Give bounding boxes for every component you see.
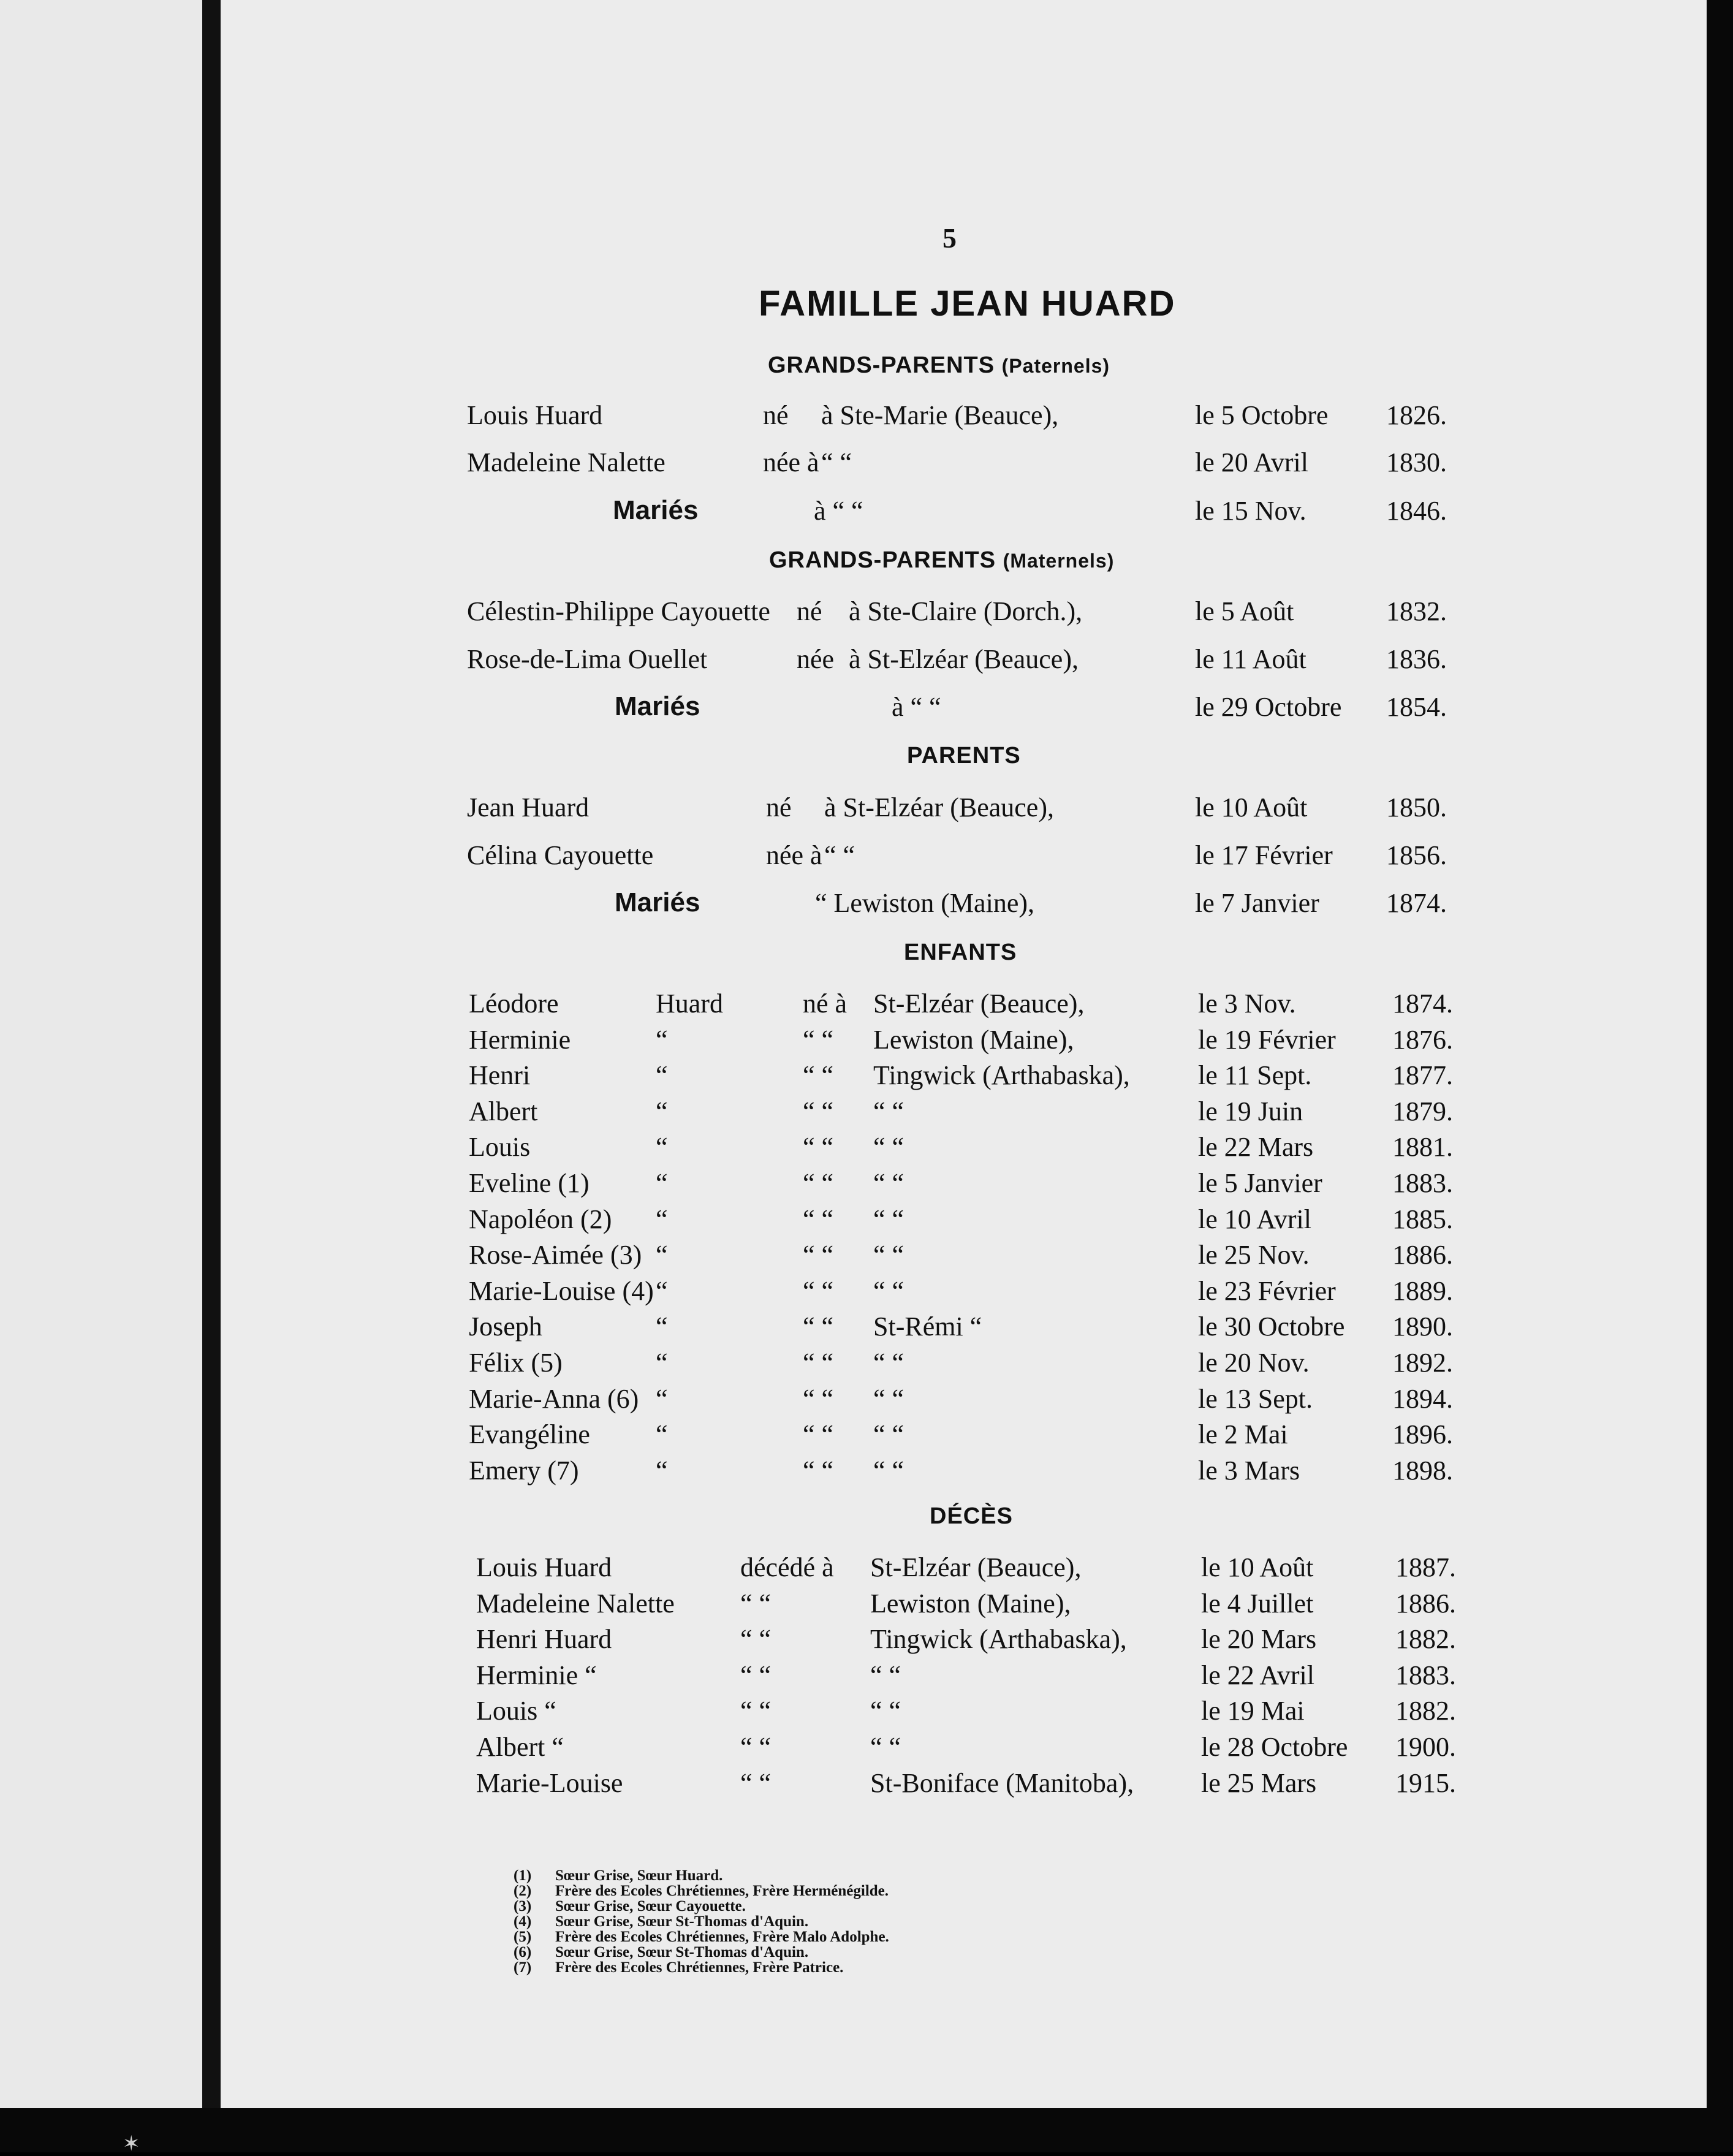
event-date: le 17 Février: [1195, 840, 1333, 870]
birth-year: 1892.: [1392, 1348, 1453, 1378]
birth-date: le 13 Sept.: [1198, 1383, 1313, 1414]
birth-date: le 22 Mars: [1198, 1132, 1314, 1163]
person-name: Célestin-Philippe Cayouette: [467, 596, 770, 626]
birth-year: 1890.: [1392, 1311, 1453, 1342]
birth-place: “ “: [873, 1096, 904, 1126]
child-name: Albert: [469, 1096, 538, 1126]
death-date: le 20 Mars: [1201, 1624, 1317, 1655]
person-name: Madeleine Nalette: [467, 447, 666, 477]
footnote-text: Sœur Grise, Sœur St-Thomas d'Aquin.: [555, 1944, 809, 1961]
birth-verb: né à: [803, 989, 848, 1019]
child-name: Rose-Aimée (3): [469, 1240, 642, 1270]
footnote-number: (1): [514, 1867, 532, 1884]
birth-verb: “ “: [803, 1383, 834, 1414]
birth-date: le 25 Nov.: [1198, 1240, 1310, 1270]
footnote-text: Frère des Ecoles Chrétiennes, Frère Herménégilde.: [555, 1883, 889, 1899]
birth-verb: née à: [763, 447, 819, 477]
birth-year: 1885.: [1392, 1204, 1453, 1234]
person-name: Louis Huard: [467, 400, 603, 430]
birth-date: le 10 Avril: [1198, 1204, 1311, 1234]
birth-place: à St-Elzéar (Beauce),: [824, 792, 1054, 822]
death-row: [0, 1623, 1733, 1660]
child-row: [0, 1455, 1733, 1492]
footnote-text: Frère des Ecoles Chrétiennes, Frère Patrice.: [555, 1959, 844, 1976]
birth-year: 1874.: [1392, 989, 1453, 1019]
maries-place: à “ “: [814, 496, 863, 526]
child-surname: “: [656, 1455, 668, 1486]
footnote-number: (3): [514, 1898, 532, 1915]
death-place: “ “: [870, 1696, 901, 1726]
genealogy-row: [0, 840, 1733, 876]
event-date: le 20 Avril: [1195, 447, 1308, 477]
heading-deces: DÉCÈS: [930, 1503, 1013, 1529]
heading-enfants: ENFANTS: [904, 939, 1017, 965]
death-year: 1887.: [1395, 1552, 1456, 1582]
death-verb: “ “: [740, 1660, 772, 1690]
birth-place: à Ste-Marie (Beauce),: [821, 400, 1059, 430]
maries-label: Mariés: [613, 495, 699, 525]
death-place: Lewiston (Maine),: [870, 1588, 1071, 1619]
birth-verb: née: [797, 644, 835, 674]
page-number: 5: [942, 222, 957, 254]
birth-verb: née à: [766, 840, 822, 870]
deceased-name: Albert “: [476, 1732, 564, 1762]
child-name: Napoléon (2): [469, 1204, 612, 1234]
maries-maternels: [0, 691, 1733, 728]
footnote: [514, 1945, 889, 1960]
death-date: le 28 Octobre: [1201, 1732, 1348, 1762]
birth-place: “ “: [873, 1383, 904, 1414]
death-date: le 4 Juillet: [1201, 1588, 1314, 1619]
birth-verb: né: [797, 596, 822, 626]
birth-date: le 19 Juin: [1198, 1096, 1303, 1126]
death-year: 1915.: [1395, 1767, 1456, 1798]
death-verb: “ “: [740, 1767, 772, 1798]
child-name: Louis: [469, 1132, 531, 1163]
death-date: le 22 Avril: [1201, 1660, 1314, 1690]
birth-year: 1879.: [1392, 1096, 1453, 1126]
death-date: le 19 Mai: [1201, 1696, 1305, 1726]
death-row: [0, 1767, 1733, 1804]
footnote-number: (4): [514, 1913, 532, 1930]
birth-verb: “ “: [803, 1024, 834, 1055]
footnote-text: Sœur Grise, Sœur Cayouette.: [555, 1898, 746, 1915]
child-surname: “: [656, 1275, 668, 1306]
birth-verb: né: [763, 400, 789, 430]
maries-label: Mariés: [615, 887, 700, 917]
footnote-number: (7): [514, 1959, 532, 1976]
footnote: [514, 1960, 889, 1975]
child-surname: “: [656, 1096, 668, 1126]
heading-maternels-qualifier: (Maternels): [1003, 550, 1115, 572]
child-name: Marie-Anna (6): [469, 1383, 639, 1414]
heading-maternels: [769, 547, 1114, 574]
death-place: St-Boniface (Manitoba),: [870, 1767, 1134, 1798]
birth-place: “ “: [873, 1419, 904, 1450]
child-name: Herminie: [469, 1024, 571, 1055]
maries-paternels: [0, 495, 1733, 532]
birth-year: 1876.: [1392, 1024, 1453, 1055]
maries-date: le 7 Janvier: [1195, 888, 1319, 918]
birth-date: le 20 Nov.: [1198, 1348, 1310, 1378]
maries-year: 1854.: [1386, 692, 1447, 722]
child-row: [0, 1167, 1733, 1204]
maries-parents: [0, 887, 1733, 924]
maries-place: “ Lewiston (Maine),: [815, 888, 1034, 918]
birth-place: “ “: [873, 1275, 904, 1306]
death-date: le 10 Août: [1201, 1552, 1314, 1582]
deceased-name: Henri Huard: [476, 1624, 612, 1655]
deceased-name: Madeleine Nalette: [476, 1588, 675, 1619]
footnote-text: Sœur Grise, Sœur Huard.: [555, 1867, 723, 1884]
child-surname: Huard: [656, 989, 723, 1019]
child-row: [0, 1131, 1733, 1168]
deceased-name: Marie-Louise: [476, 1767, 623, 1798]
child-surname: “: [656, 1348, 668, 1378]
scan-bottom-border: [0, 2108, 1733, 2156]
birth-date: le 3 Mars: [1198, 1455, 1300, 1486]
birth-year: 1886.: [1392, 1240, 1453, 1270]
birth-verb: “ “: [803, 1240, 834, 1270]
child-surname: “: [656, 1168, 668, 1198]
death-place: “ “: [870, 1732, 901, 1762]
child-row: [0, 1024, 1733, 1061]
birth-year: 1889.: [1392, 1275, 1453, 1306]
birth-place: St-Elzéar (Beauce),: [873, 989, 1085, 1019]
birth-verb: né: [766, 792, 792, 822]
event-year: 1832.: [1386, 596, 1447, 626]
person-name: Jean Huard: [467, 792, 590, 822]
child-name: Eveline (1): [469, 1168, 590, 1198]
child-surname: “: [656, 1024, 668, 1055]
child-name: Emery (7): [469, 1455, 579, 1486]
child-surname: “: [656, 1383, 668, 1414]
maries-year: 1846.: [1386, 496, 1447, 526]
child-row: [0, 1383, 1733, 1420]
heading-parents: PARENTS: [907, 743, 1021, 769]
birth-date: le 3 Nov.: [1198, 989, 1296, 1019]
genealogy-row: [0, 596, 1733, 632]
maries-place: à “ “: [892, 692, 941, 722]
death-row: [0, 1695, 1733, 1732]
birth-verb: “ “: [803, 1204, 834, 1234]
genealogy-row: [0, 447, 1733, 484]
birth-date: le 23 Février: [1198, 1275, 1336, 1306]
death-row: [0, 1552, 1733, 1589]
event-year: 1826.: [1386, 400, 1447, 430]
footnote-text: Frère des Ecoles Chrétiennes, Frère Malo Adolphe.: [555, 1929, 889, 1945]
child-row: [0, 1060, 1733, 1096]
birth-verb: “ “: [803, 1132, 834, 1163]
death-year: 1882.: [1395, 1696, 1456, 1726]
death-year: 1883.: [1395, 1660, 1456, 1690]
birth-verb: “ “: [803, 1311, 834, 1342]
footnote: [514, 1899, 889, 1914]
footnote: [514, 1883, 889, 1899]
birth-place: Tingwick (Arthabaska),: [873, 1060, 1130, 1091]
deceased-name: Herminie “: [476, 1660, 597, 1690]
child-row: [0, 988, 1733, 1025]
death-place: “ “: [870, 1660, 901, 1690]
birth-place: “ “: [873, 1168, 904, 1198]
heading-maternels-label: GRANDS-PARENTS: [769, 547, 996, 573]
child-surname: “: [656, 1311, 668, 1342]
birth-date: le 5 Janvier: [1198, 1168, 1322, 1198]
birth-place: “ “: [873, 1132, 904, 1163]
death-year: 1900.: [1395, 1732, 1456, 1762]
person-name: Rose-de-Lima Ouellet: [467, 644, 708, 674]
maries-date: le 15 Nov.: [1195, 496, 1306, 526]
birth-verb: “ “: [803, 1060, 834, 1091]
death-verb: “ “: [740, 1696, 772, 1726]
death-row: [0, 1660, 1733, 1696]
genealogy-row: [0, 400, 1733, 436]
birth-place: à Ste-Claire (Dorch.),: [849, 596, 1083, 626]
footnote: [514, 1914, 889, 1929]
genealogy-row: [0, 792, 1733, 829]
heading-paternels: [768, 352, 1110, 379]
birth-verb: “ “: [803, 1419, 834, 1450]
child-row: [0, 1311, 1733, 1348]
death-verb: “ “: [740, 1624, 772, 1655]
footnotes: [514, 1868, 889, 1975]
child-row: [0, 1239, 1733, 1276]
child-row: [0, 1275, 1733, 1312]
event-date: le 5 Octobre: [1195, 400, 1329, 430]
death-row: [0, 1588, 1733, 1625]
death-verb: décédé à: [740, 1552, 834, 1582]
person-name: Célina Cayouette: [467, 840, 654, 870]
death-verb: “ “: [740, 1588, 772, 1619]
footnote-number: (6): [514, 1944, 532, 1961]
death-year: 1886.: [1395, 1588, 1456, 1619]
birth-place: à St-Elzéar (Beauce),: [849, 644, 1079, 674]
child-surname: “: [656, 1132, 668, 1163]
event-date: le 10 Août: [1195, 792, 1308, 822]
child-row: [0, 1096, 1733, 1133]
birth-year: 1896.: [1392, 1419, 1453, 1450]
event-year: 1830.: [1386, 447, 1447, 477]
birth-year: 1877.: [1392, 1060, 1453, 1091]
death-place: Tingwick (Arthabaska),: [870, 1624, 1127, 1655]
birth-place: “ “: [873, 1204, 904, 1234]
birth-verb: “ “: [803, 1096, 834, 1126]
child-row: [0, 1204, 1733, 1240]
birth-year: 1898.: [1392, 1455, 1453, 1486]
birth-place: St-Rémi “: [873, 1311, 982, 1342]
birth-date: le 2 Mai: [1198, 1419, 1288, 1450]
footnote: [514, 1929, 889, 1945]
child-row: [0, 1419, 1733, 1456]
event-year: 1836.: [1386, 644, 1447, 674]
birth-verb: “ “: [803, 1168, 834, 1198]
child-name: Evangéline: [469, 1419, 590, 1450]
birth-date: le 19 Février: [1198, 1024, 1336, 1055]
maries-year: 1874.: [1386, 888, 1447, 918]
event-date: le 11 Août: [1195, 644, 1306, 674]
event-year: 1850.: [1386, 792, 1447, 822]
deceased-name: Louis “: [476, 1696, 556, 1726]
event-date: le 5 Août: [1195, 596, 1294, 626]
child-surname: “: [656, 1240, 668, 1270]
footnote-number: (5): [514, 1929, 532, 1945]
event-year: 1856.: [1386, 840, 1447, 870]
footnote-number: (2): [514, 1883, 532, 1899]
child-surname: “: [656, 1204, 668, 1234]
birth-verb: “ “: [803, 1348, 834, 1378]
child-name: Léodore: [469, 989, 559, 1019]
birth-year: 1883.: [1392, 1168, 1453, 1198]
birth-place: “ “: [873, 1240, 904, 1270]
genealogy-row: [0, 643, 1733, 680]
maries-label: Mariés: [615, 691, 700, 721]
birth-place: Lewiston (Maine),: [873, 1024, 1074, 1055]
footnote: [514, 1868, 889, 1883]
child-row: [0, 1347, 1733, 1384]
child-name: Marie-Louise (4): [469, 1275, 654, 1306]
birth-date: le 11 Sept.: [1198, 1060, 1312, 1091]
birth-place: “ “: [873, 1455, 904, 1486]
birth-year: 1894.: [1392, 1383, 1453, 1414]
page-title: FAMILLE JEAN HUARD: [759, 284, 1176, 324]
birth-place: “ “: [821, 447, 852, 477]
birth-verb: “ “: [803, 1455, 834, 1486]
footnote-text: Sœur Grise, Sœur St-Thomas d'Aquin.: [555, 1913, 809, 1930]
death-row: [0, 1731, 1733, 1768]
death-year: 1882.: [1395, 1624, 1456, 1655]
birth-year: 1881.: [1392, 1132, 1453, 1163]
heading-paternels-qualifier: (Paternels): [1001, 355, 1110, 377]
child-name: Henri: [469, 1060, 531, 1091]
child-surname: “: [656, 1060, 668, 1091]
birth-date: le 30 Octobre: [1198, 1311, 1345, 1342]
deceased-name: Louis Huard: [476, 1552, 612, 1582]
maries-date: le 29 Octobre: [1195, 692, 1342, 722]
child-surname: “: [656, 1419, 668, 1450]
heading-paternels-label: GRANDS-PARENTS: [768, 352, 995, 378]
child-name: Félix (5): [469, 1348, 563, 1378]
child-name: Joseph: [469, 1311, 542, 1342]
death-verb: “ “: [740, 1732, 772, 1762]
birth-place: “ “: [824, 840, 855, 870]
birth-verb: “ “: [803, 1275, 834, 1306]
death-date: le 25 Mars: [1201, 1767, 1317, 1798]
death-place: St-Elzéar (Beauce),: [870, 1552, 1082, 1582]
birth-place: “ “: [873, 1348, 904, 1378]
scan-artifact-icon: ✶: [123, 2131, 140, 2156]
